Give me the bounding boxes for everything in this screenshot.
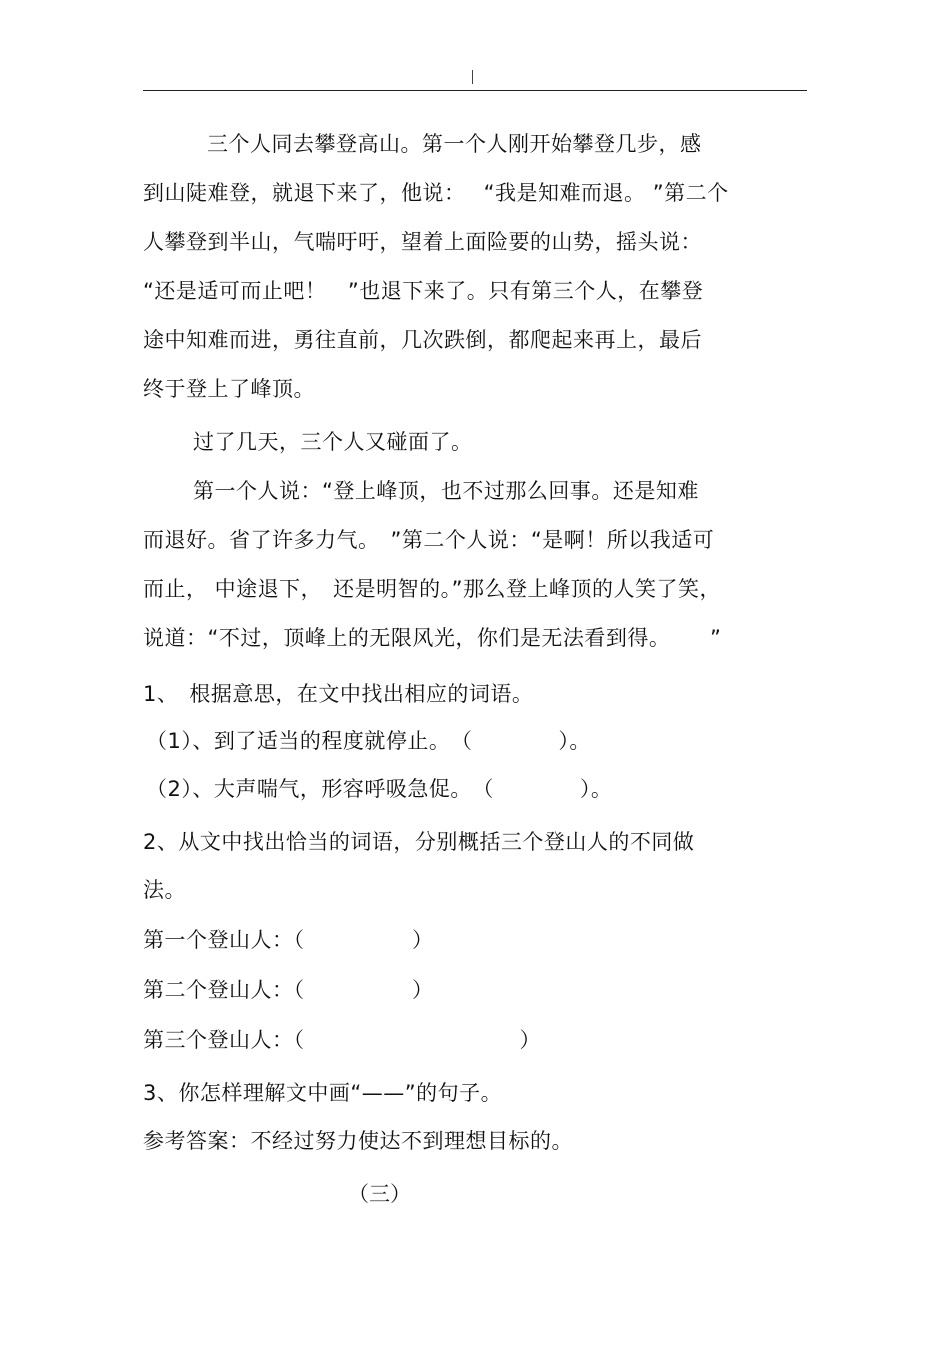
question-item: （2）、大声喘气，形容呼吸急促。 （ ）。 [146, 777, 613, 801]
answer-blank: 第三个登山人：（ ） [143, 1028, 541, 1052]
text-line: 终于登上了峰顶。 [143, 377, 315, 401]
text-line: 途中知难而进，勇往直前，几次跌倒，都爬起来再上，最后 [143, 328, 702, 352]
text-line: “还是适可而止吧！ ”也退下来了。只有第三个人，在攀登 [143, 279, 704, 303]
reference-answer: 参考答案：不经过努力使达不到理想目标的。 [143, 1129, 573, 1153]
text-line: 而退好。省了许多力气。 ”第二个人说：“是啊！所以我适可 [143, 528, 715, 552]
text-line: 而止， 中途退下， 还是明智的。”那么登上峰顶的人笑了笑， [143, 577, 722, 601]
header-rule [143, 90, 807, 91]
question-prompt: 3、你怎样理解文中画“——”的句子。 [143, 1081, 503, 1105]
question-prompt: 法。 [143, 878, 186, 902]
question-prompt: 1、 根据意思，在文中找出相应的词语。 [143, 682, 534, 706]
header-page-mark [472, 70, 473, 84]
answer-blank: 第一个登山人：（ ） [143, 928, 434, 952]
text-line: 第一个人说：“登上峰顶，也不过那么回事。还是知难 [193, 479, 699, 503]
text-line: 人攀登到半山，气喘吁吁，望着上面险要的山势，摇头说： [143, 230, 702, 254]
text-line: 三个人同去攀登高山。第一个人刚开始攀登几步，感 [207, 132, 702, 156]
text-line: 到山陡难登，就退下来了，他说： “我是知难而退。 ”第二个 [143, 181, 729, 205]
text-line: 说道：“不过，顶峰上的无限风光，你们是无法看到得。 ” [143, 626, 722, 650]
story-paragraph-2: 过了几天，三个人又碰面了。 [193, 430, 473, 454]
question-prompt: 2、从文中找出恰当的词语，分别概括三个登山人的不同做 [143, 830, 695, 854]
answer-blank: 第二个登山人：（ ） [143, 978, 434, 1002]
question-item: （1）、到了适当的程度就停止。 （ ）。 [146, 729, 591, 753]
section-heading: （三） [348, 1182, 411, 1206]
